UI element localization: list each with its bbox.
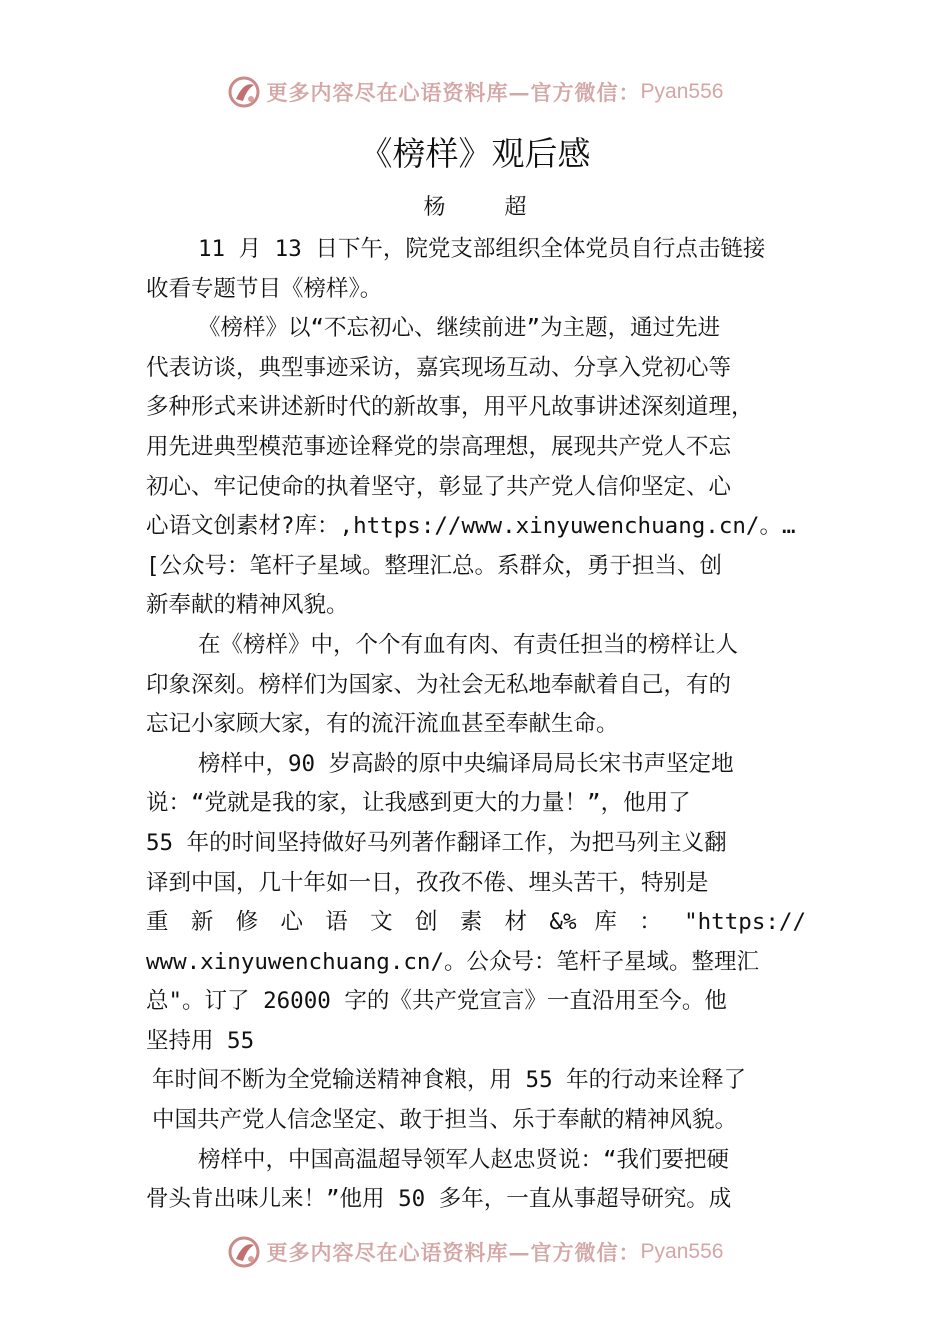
header-banner <box>0 72 950 112</box>
header-banner-text: 更多内容尽在心语资料库—官方微信： <box>266 80 641 105</box>
text-line: 骨头肯出味儿来！”他用 50 多年，一直从事超导研究。成 <box>146 1186 732 1213</box>
text-line: 收看专题节目《榜样》。 <box>146 275 383 302</box>
footer-banner-text: 更多内容尽在心语资料库—官方微信： <box>266 1240 641 1265</box>
text-line: 重 新 修 心 语 文 创 素 材 &% 库 ： "https:// <box>146 909 806 936</box>
footer-banner <box>0 1232 950 1272</box>
text-line: 榜样中，90 岁高龄的原中央编译局局长宋书声坚定地 <box>198 750 734 777</box>
text-line: 用先进典型模范事迹诠释党的崇高理想，展现共产党人不忘 <box>146 433 732 460</box>
text-line: 年时间不断为全党输送精神食粮，用 55 年的行动来诠释了 <box>152 1067 747 1094</box>
text-line: 心语文创素材?库：,https://www.xinyuwenchuang.cn/。… <box>146 513 796 540</box>
logo-icon <box>227 75 261 109</box>
text-line: 榜样中，中国高温超导领军人赵忠贤说：“我们要把硬 <box>198 1146 730 1173</box>
text-line: 代表访谈，典型事迹采访，嘉宾现场互动、分享入党初心等 <box>146 354 732 381</box>
text-line: 初心、牢记使命的执着坚守，彰显了共产党人信仰坚定、心 <box>146 473 732 500</box>
text-line: 印象深刻。榜样们为国家、为社会无私地奉献着自己，有的 <box>146 671 732 698</box>
logo-icon <box>227 1235 261 1269</box>
text-line: 说：“党就是我的家，让我感到更大的力量！”，他用了 <box>146 790 691 817</box>
text-line: 《榜样》以“不忘初心、继续前进”为主题，通过先进 <box>198 315 721 342</box>
text-line: 总"。订了 26000 字的《共产党宣言》一直沿用至今。他 <box>146 988 727 1015</box>
text-line: 译到中国，几十年如一日，孜孜不倦、埋头苦干，特别是 <box>146 869 709 896</box>
text-line: 坚持用 55 <box>146 1027 255 1054</box>
text-line: [公众号：笔杆子星域。整理汇总。系群众，勇于担当、创 <box>146 552 723 579</box>
text-line: 新奉献的精神风貌。 <box>146 592 349 619</box>
text-line: 11 月 13 日下午，院党支部组织全体党员自行点击链接 <box>198 236 766 262</box>
text-line: 忘记小家顾大家，有的流汗流血甚至奉献生命。 <box>146 711 619 738</box>
text-line: 在《榜样》中，个个有血有肉、有责任担当的榜样让人 <box>198 631 739 658</box>
text-line: 多种形式来讲述新时代的新故事，用平凡故事讲述深刻道理， <box>146 394 754 421</box>
header-banner-wechat: Pyan556 <box>640 80 724 103</box>
author: 杨 超 <box>423 195 553 220</box>
text-line: 中国共产党人信念坚定、敢于担当、乐于奉献的精神风貌。 <box>152 1107 738 1134</box>
text-line: www.xinyuwenchuang.cn/。公众号：笔杆子星域。整理汇 <box>146 948 760 975</box>
footer-banner-wechat: Pyan556 <box>640 1240 724 1263</box>
body-text <box>146 230 806 1220</box>
page-title: 《榜样》观后感 <box>359 134 591 173</box>
text-line: 55 年的时间坚持做好马列著作翻译工作，为把马列主义翻 <box>146 829 727 856</box>
